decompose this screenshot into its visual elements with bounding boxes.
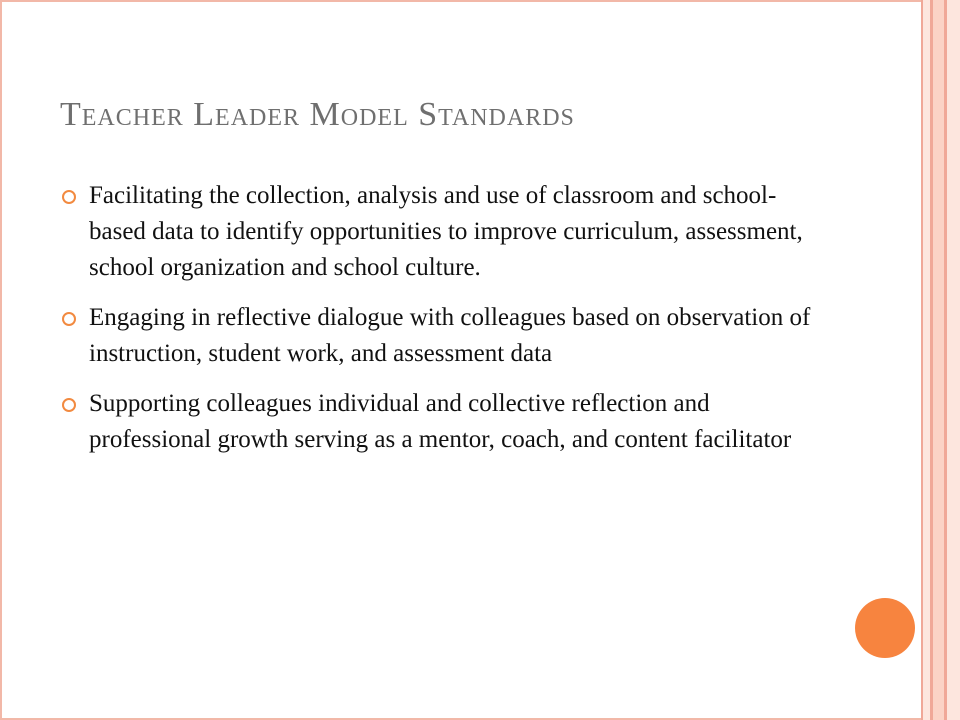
orange-circle-icon bbox=[855, 598, 915, 658]
hollow-circle-bullet-icon bbox=[62, 190, 76, 204]
bullet-text: Engaging in reflective dialogue with colleagues based on observation of instruction, student work, and assessment data bbox=[89, 304, 811, 367]
frame-left-border bbox=[0, 0, 2, 720]
frame-top-border bbox=[0, 0, 922, 2]
bullet-text: Supporting colleagues individual and collective reflection and professional growth serving as a mentor, coach, and content facilitator bbox=[89, 390, 792, 453]
slide-title: Teacher Leader Model Standards bbox=[60, 96, 575, 133]
right-stripe bbox=[923, 0, 930, 720]
right-stripe bbox=[947, 0, 960, 720]
hollow-circle-bullet-icon bbox=[62, 312, 76, 326]
bullet-item bbox=[60, 178, 830, 286]
bullet-item bbox=[60, 300, 830, 372]
bullet-item bbox=[60, 386, 830, 458]
right-stripe bbox=[933, 0, 944, 720]
bullet-list bbox=[60, 178, 830, 472]
hollow-circle-bullet-icon bbox=[62, 398, 76, 412]
bullet-text: Facilitating the collection, analysis and use of classroom and school-based data to identify opportunities to improve curriculum, assessment, school organization and school culture. bbox=[89, 182, 803, 281]
